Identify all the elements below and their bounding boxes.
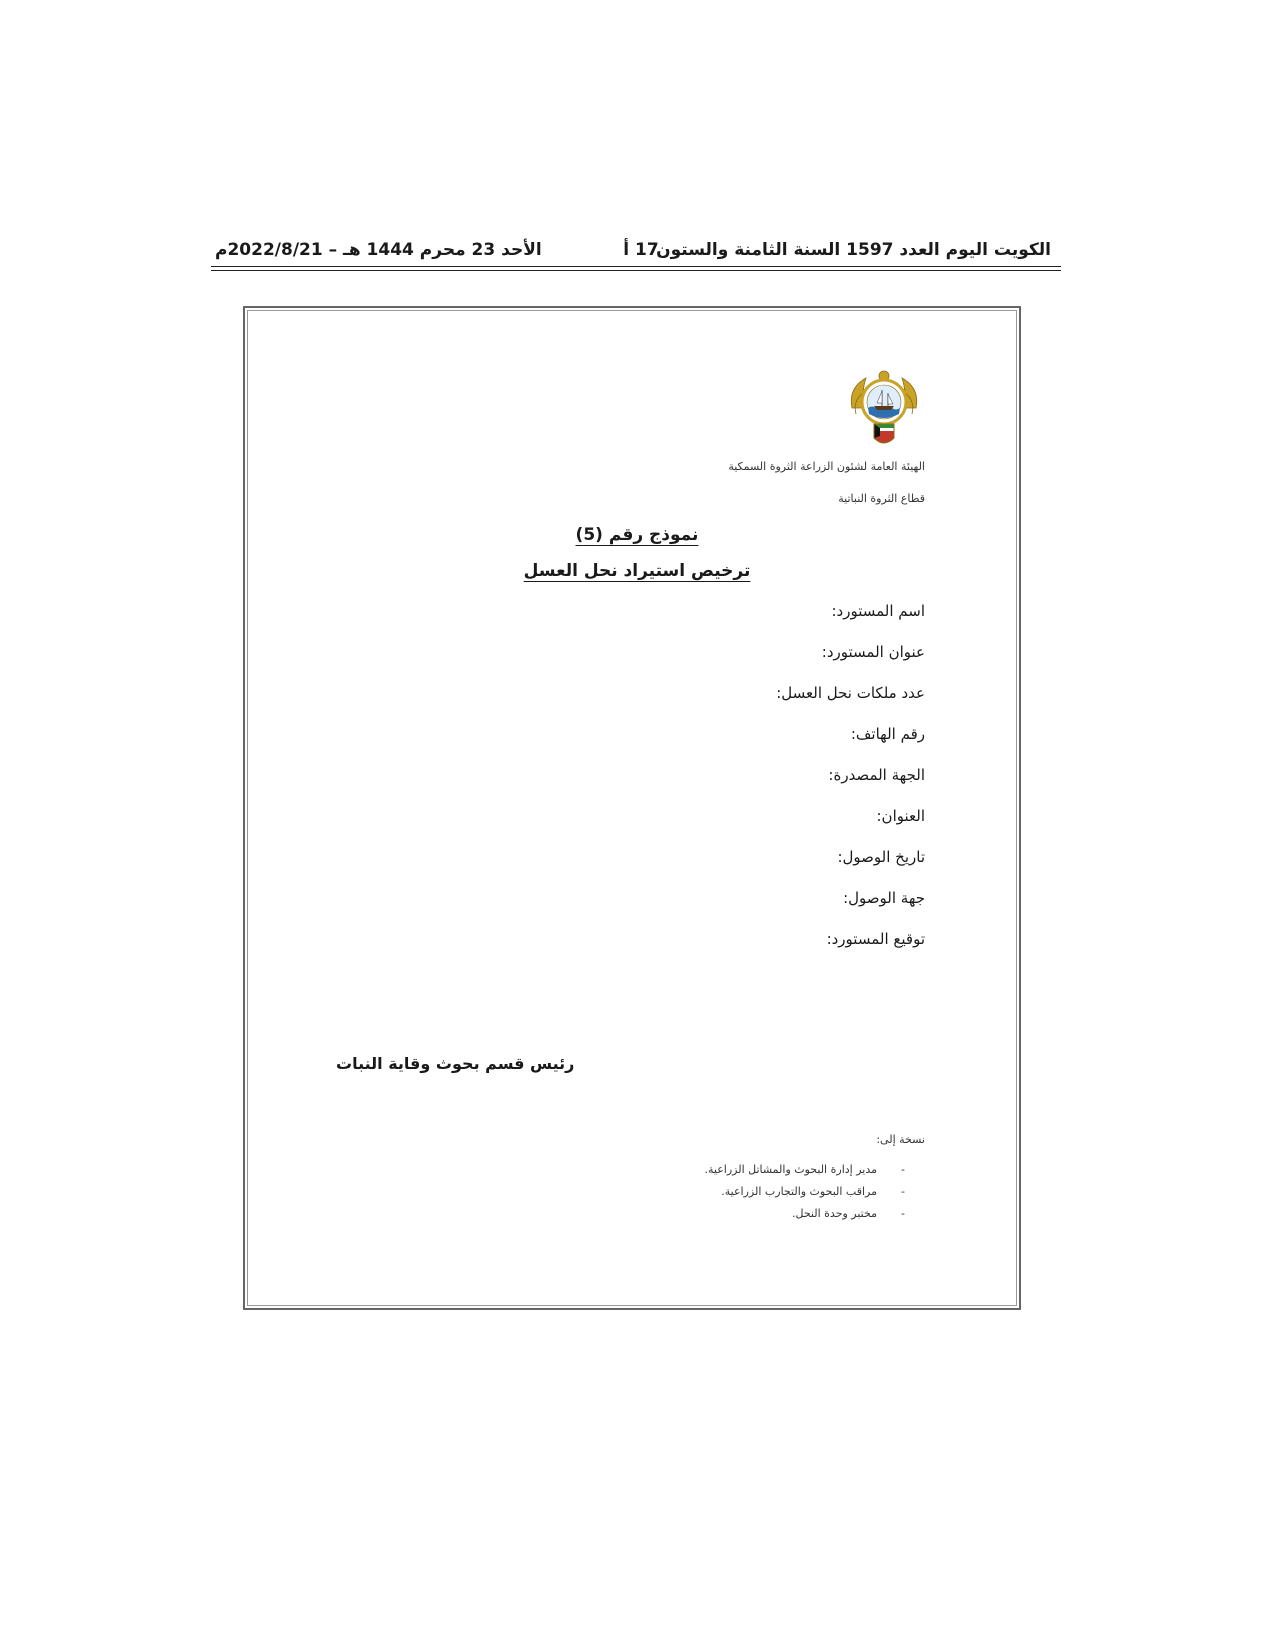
copy-recipients-list — [705, 1163, 906, 1229]
list-item — [705, 1185, 906, 1207]
kuwait-emblem-icon — [846, 368, 922, 452]
page-number: 17 أ — [623, 240, 659, 260]
signatory-title: رئيس قسم بحوث وقاية النبات — [336, 1054, 575, 1073]
field-address: العنوان: — [876, 807, 925, 825]
gazette-issue-info: الكويت اليوم العدد 1597 السنة الثامنة والستون — [656, 240, 1051, 260]
form-number-title: نموذج رقم (5) — [575, 525, 699, 545]
field-exporting-party: الجهة المصدرة: — [828, 766, 925, 784]
bullet-dash-icon: - — [901, 1163, 905, 1176]
field-arrival-date: تاريخ الوصول: — [837, 848, 925, 866]
field-phone-number: رقم الهاتف: — [850, 725, 925, 743]
bullet-dash-icon: - — [901, 1185, 905, 1198]
gazette-date: الأحد 23 محرم 1444 هـ – 2022/8/21م — [215, 240, 542, 260]
copy-to-label: نسخة إلى: — [876, 1133, 925, 1146]
field-importer-name: اسم المستورد: — [831, 602, 925, 620]
sector-name: قطاع الثروة النباتية — [838, 492, 925, 505]
form-subject-title: ترخيص استيراد نحل العسل — [523, 561, 751, 581]
form-fields-list — [776, 602, 925, 971]
field-importer-signature: توقيع المستورد: — [826, 930, 925, 948]
organization-name: الهيئة العامة لشئون الزراعة الثروة السمكية — [728, 460, 925, 473]
field-queen-count: عدد ملكات نحل العسل: — [776, 684, 925, 702]
list-item — [705, 1207, 906, 1229]
copy-recipient: مراقب البحوث والتجارب الزراعية. — [721, 1185, 877, 1198]
copy-recipient: مختبر وحدة النحل. — [792, 1207, 877, 1220]
field-importer-address: عنوان المستورد: — [821, 643, 925, 661]
header-rule-top — [211, 266, 1061, 267]
list-item — [705, 1163, 906, 1185]
copy-recipient: مدير إدارة البحوث والمشاتل الزراعية. — [704, 1163, 877, 1176]
bullet-dash-icon: - — [901, 1207, 905, 1220]
field-arrival-destination: جهة الوصول: — [843, 889, 925, 907]
header-rule-bottom — [211, 270, 1061, 271]
gazette-header — [211, 236, 1061, 266]
